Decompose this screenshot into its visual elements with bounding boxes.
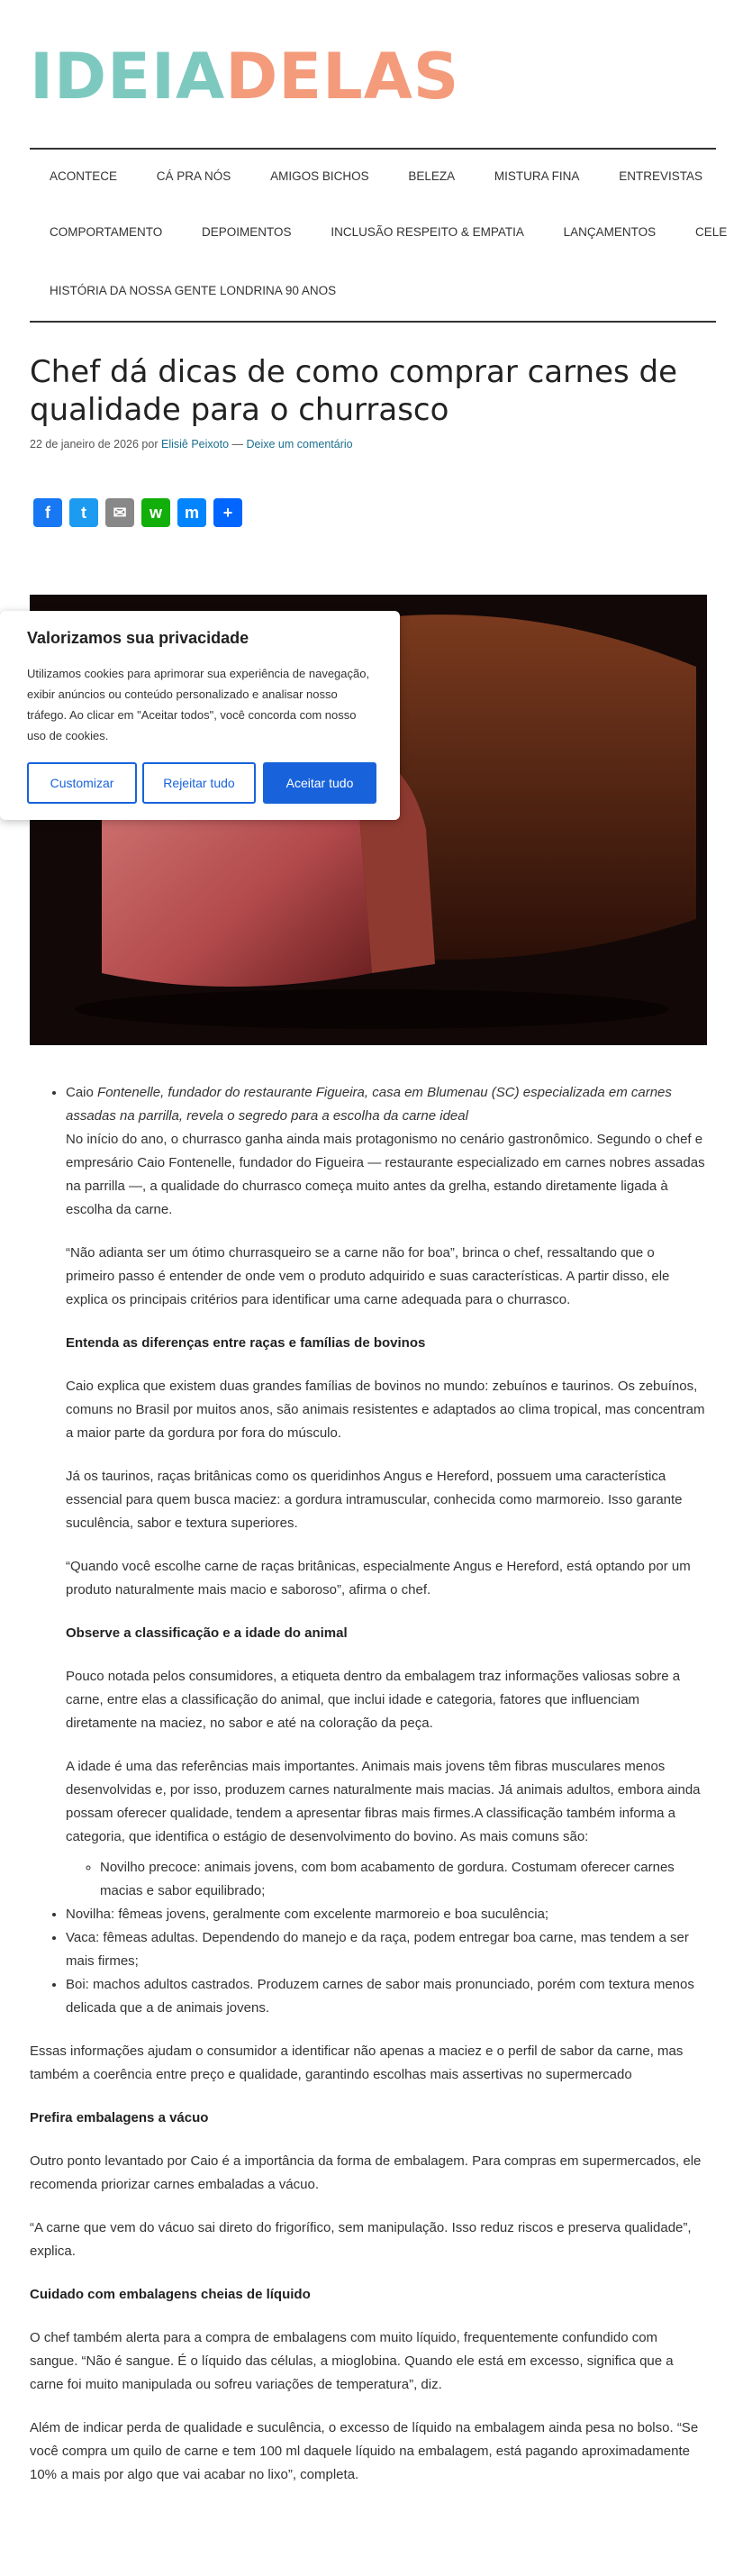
- cookie-consent-banner: [0, 611, 400, 820]
- list-item: • Novilha: fêmeas jovens, geralmente com excelente marmoreio e boa suculência;: [66, 1903, 707, 1926]
- nav-item-ca-pra-nos[interactable]: CÁ PRA NÓS: [156, 169, 231, 183]
- nav-item-acontece[interactable]: ACONTECE: [50, 169, 118, 183]
- paragraph-8: Essas informações ajudam o consumidor a identificar não apenas a maciez e o perfil de sabor da carne, mas também a coerência entre preço e qualidade, garantindo escolhas mais assertivas no supermercado: [30, 2044, 684, 2082]
- article-date: 22 de janeiro de 2026: [30, 438, 139, 451]
- cookie-text: Utilizamos cookies para aprimorar sua experiência de navegação, exibir anúncios ou conteúdo personalizado e analisar nosso tráfego. Ao clicar em "Aceitar todos", você concorda com nosso uso de cookies.: [27, 667, 370, 742]
- nav-item-inclusao[interactable]: INCLUSÃO RESPEITO & EMPATIA: [331, 225, 524, 239]
- article-meta: [30, 438, 353, 451]
- paragraph-4: Já os taurinos, raças britânicas como os queridinhos Angus e Hereford, possuem uma característica essencial para quem busca maciez: a gordura intramuscular, conhecida como marmoreio. Isso garante suculência, sabor e textura superiores.: [66, 1469, 683, 1531]
- paragraph-3: Caio explica que existem duas grandes famílias de bovinos no mundo: zebuínos e taurinos. Os zebuínos, comuns no Brasil por muitos anos, são animais resistentes e adaptados ao clima tropical, mas concentram a maior parte da gordura por fora do músculo.: [66, 1379, 705, 1441]
- paragraph-1: No início do ano, o churrasco ganha ainda mais protagonismo no cenário gastronômico. Segundo o chef e empresário Caio Fontenelle, fundador do Figueira — restaurante especializado em carnes nobres assadas na parrilla —, a qualidade do churrasco começa muito antes da grelha, estando diretamente ligada à escolha da carne.: [66, 1132, 705, 1217]
- messenger-icon[interactable]: m: [177, 498, 206, 527]
- list-item: ◦ Novilho precoce: animais jovens, com bom acabamento de gordura. Costumam oferecer carnes macias e sabor equilibrado;: [100, 1856, 707, 1903]
- paragraph-2: “Não adianta ser um ótimo churrasqueiro se a carne não for boa”, brinca o chef, ressaltando que o primeiro passo é entender de onde vem o produto adquirido e suas características. A partir disso, ele explica os principais critérios para identificar uma carne adequada para o churrasco.: [66, 1245, 670, 1307]
- subheading-classificacao: Observe a classificação e a idade do animal: [66, 1625, 348, 1641]
- image-caption: Fontenelle, fundador do restaurante Figueira, casa em Blumenau (SC) especializada em carnes assadas na parrilla, revela o segredo para a escolha da carne ideal: [66, 1085, 672, 1124]
- customize-button[interactable]: Customizar: [27, 762, 137, 804]
- paragraph-12: Além de indicar perda de qualidade e suculência, o excesso de líquido na embalagem ainda pesa no bolso. “Se você compra um quilo de carne e tem 100 ml daquele líquido na embalagem, está pagando aproximadamente 10% a mais por algo que vai acabar no lixo”, completa.: [30, 2420, 699, 2482]
- article-body: [30, 1081, 707, 2507]
- logo-part-ideia: IDEIA: [30, 40, 226, 114]
- nav-row-1: [30, 169, 719, 183]
- caption-list: [30, 1081, 707, 1128]
- paragraph-7: A idade é uma das referências mais importantes. Animais mais jovens têm fibras musculares menos desenvolvidas e, por isso, produzem carnes naturalmente mais macias. Já animais adultos, embora ainda possam oferecer qualidade, tendem a apresentar fibras mais firmes.A classificação também informa a categoria, que identifica o estágio de desenvolvimento do bovino. As mais comuns são:: [66, 1759, 701, 1844]
- list-item: • Vaca: fêmeas adultas. Dependendo do manejo e da raça, podem entregar boa carne, mas tendem a ser mais firmes;: [66, 1926, 707, 1973]
- paragraph-10: “A carne que vem do vácuo sai direto do frigorífico, sem manipulação. Isso reduz riscos e preserva qualidade”, explica.: [30, 2220, 692, 2259]
- twitter-icon[interactable]: t: [69, 498, 98, 527]
- list-item: • Boi: machos adultos castrados. Produzem carnes de sabor mais pronunciado, porém com textura menos delicada que a de animais jovens.: [66, 1973, 707, 2020]
- nav-row-2: [30, 225, 743, 239]
- intro-block: [30, 1128, 707, 1903]
- accept-all-button[interactable]: Aceitar tudo: [263, 762, 376, 804]
- facebook-icon[interactable]: f: [33, 498, 62, 527]
- nav-bottom-rule: [30, 321, 716, 323]
- whatsapp-icon[interactable]: w: [141, 498, 170, 527]
- caption-prefix: Caio: [66, 1085, 98, 1100]
- nav-item-comportamento[interactable]: COMPORTAMENTO: [50, 225, 163, 239]
- email-icon[interactable]: ✉: [105, 498, 134, 527]
- nav-item-celebridades[interactable]: CELE: [694, 225, 728, 239]
- paragraph-9: Outro ponto levantado por Caio é a importância da forma de embalagem. Para compras em supermercados, ele recomenda priorizar carnes embaladas a vácuo.: [30, 2153, 702, 2192]
- cookie-title: Valorizamos sua privacidade: [27, 629, 249, 647]
- nav-item-historia[interactable]: HISTÓRIA DA NOSSA GENTE LONDRINA 90 ANOS: [50, 284, 337, 297]
- article-title: Chef dá dicas de como comprar carnes de qualidade para o churrasco: [30, 354, 678, 428]
- nav-item-mistura-fina[interactable]: MISTURA FINA: [494, 169, 580, 183]
- subheading-vacuo: Prefira embalagens a vácuo: [30, 2110, 209, 2125]
- heading-3-wrap: [30, 2107, 707, 2130]
- nav-item-entrevistas[interactable]: ENTREVISTAS: [619, 169, 702, 183]
- category-sublist: [66, 1856, 707, 1903]
- nav-item-lancamentos[interactable]: LANÇAMENTOS: [563, 225, 657, 239]
- meta-separator: —: [231, 438, 244, 451]
- article-by: por: [141, 438, 159, 451]
- paragraph-5: “Quando você escolhe carne de raças britânicas, especialmente Angus e Hereford, está optando por um produto naturalmente mais macio e saboroso”, afirma o chef.: [66, 1559, 691, 1597]
- subheading-racas: Entenda as diferenças entre raças e famílias de bovinos: [66, 1335, 426, 1351]
- logo-part-delas: DELAS: [225, 40, 460, 114]
- nav-row-3: [30, 284, 352, 297]
- share-icon[interactable]: +: [213, 498, 242, 527]
- nav-item-amigos-bichos[interactable]: AMIGOS BICHOS: [270, 169, 369, 183]
- comment-link[interactable]: Deixe um comentário: [246, 438, 353, 451]
- site-logo[interactable]: [30, 40, 459, 114]
- heading-1-wrap: [66, 1332, 707, 1355]
- subheading-liquido: Cuidado com embalagens cheias de líquido: [30, 2287, 311, 2302]
- reject-all-button[interactable]: Rejeitar tudo: [142, 762, 256, 804]
- category-list: [30, 1903, 707, 2020]
- paragraph-11: O chef também alerta para a compra de embalagens com muito líquido, frequentemente confundido com sangue. “Não é sangue. É o líquido das células, a mioglobina. Quando ele está em excesso, significa que a carne foi muito manipulada ou sofreu variações de temperatura”, diz.: [30, 2330, 674, 2392]
- nav-item-beleza[interactable]: BELEZA: [408, 169, 456, 183]
- heading-2-wrap: [66, 1622, 707, 1645]
- share-bar: [33, 498, 242, 527]
- paragraph-6: Pouco notada pelos consumidores, a etiqueta dentro da embalagem traz informações valiosas sobre a carne, entre elas a classificação do animal, que inclui idade e categoria, fatores que influenciam diretamente na maciez, no sabor e até na coloração da peça.: [66, 1669, 681, 1731]
- author-link[interactable]: Elisiê Peixoto: [160, 438, 230, 451]
- main-navigation: [30, 150, 728, 297]
- heading-4-wrap: [30, 2283, 707, 2307]
- nav-item-depoimentos[interactable]: DEPOIMENTOS: [202, 225, 292, 239]
- caption-item: [66, 1081, 707, 1128]
